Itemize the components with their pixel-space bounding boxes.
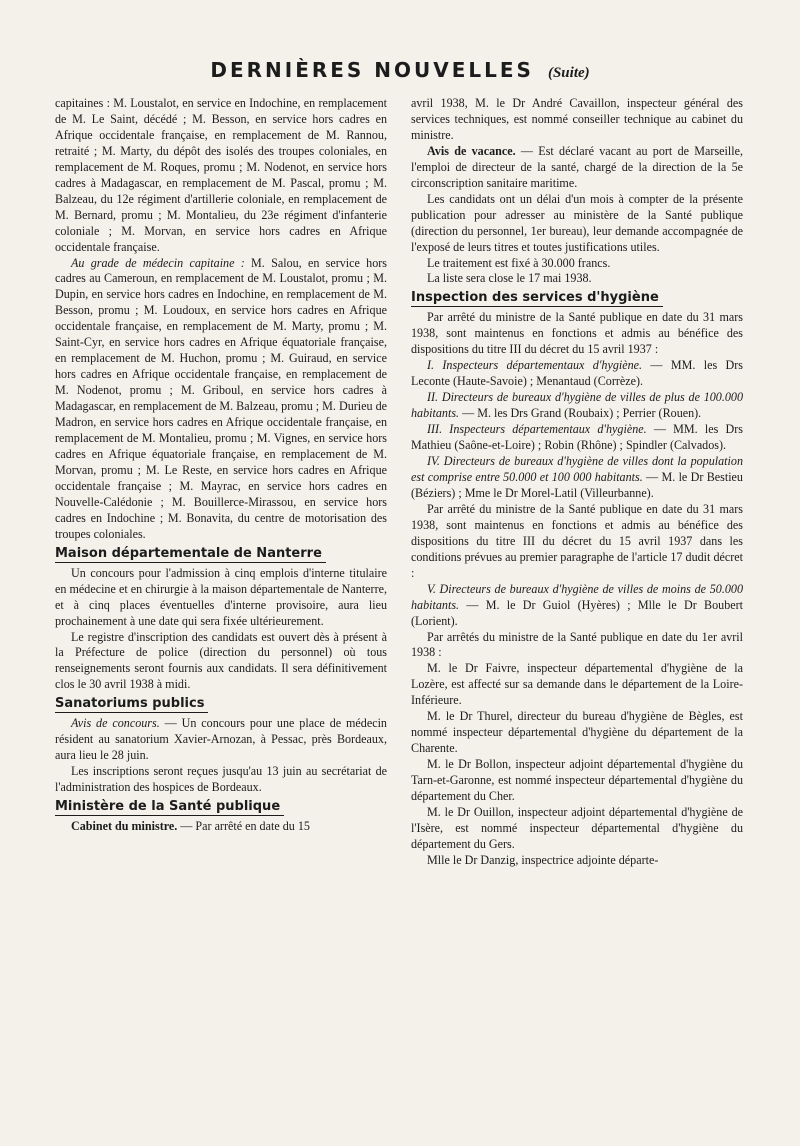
right-paragraph-2-label: Avis de vacance. bbox=[427, 143, 516, 158]
left-paragraph-4: Le registre d'inscription des candidats est ouvert dès à présent à la Préfecture de police (direction du personnel) où tous renseignements seront fournis aux candidats. Il sera définitivement clos le 30 avril 1938 à midi. bbox=[55, 629, 387, 692]
right-paragraph-12-text: — M. le Dr Guiol (Hyères) ; Mlle le Dr Boubert (Lorient). bbox=[411, 597, 743, 628]
right-paragraph-9 bbox=[411, 422, 743, 454]
left-column bbox=[55, 96, 387, 835]
section-heading-nanterre: Maison départementale de Nanterre bbox=[55, 545, 326, 563]
page-title-suite: (Suite) bbox=[547, 65, 590, 81]
right-paragraph-9-text: — MM. les Drs Mathieu (Saône-et-Loire) ; Robin (Rhône) ; Spindler (Calvados). bbox=[411, 422, 743, 453]
left-paragraph-2-label: Au grade de médecin capitaine : bbox=[71, 255, 245, 270]
right-paragraph-7-label: I. Inspecteurs départementaux d'hygiène. bbox=[427, 358, 643, 373]
left-paragraph-1: capitaines : M. Loustalot, en service en Indochine, en remplacement de M. Le Saint, décédé ; M. Besson, en service hors cadres en Afrique occidentale française, en remplacement de M. Rannou, retraité ; M. Marty, du dépôt des isolés des troupes coloniales, en remplacement de M. Roques, promu ; M. Nodenot, en service hors cadres à Madagascar, en remplacement de M. Pascal, promu ; M. Balzeau, du 12e régiment d'artillerie coloniale, en remplacement de M. Bernard, promu ; M. Montalieu, du 23e régiment d'infanterie coloniale ; M. Morvan, en service hors cadres en Afrique occidentale française. bbox=[55, 96, 387, 254]
left-paragraph-3: Un concours pour l'admission à cinq emplois d'interne titulaire en médecine et en chirurgie à la maison départementale de Nanterre, et à cinq places éventuelles d'interne provisoire, aura lieu prochainement à une date qui sera fixée ultérieurement. bbox=[55, 565, 387, 628]
right-paragraph-8-label: II. Directeurs de bureaux d'hygiène de villes de plus de 100.000 habitants. bbox=[411, 390, 743, 421]
right-paragraph-9-label: III. Inspecteurs départementaux d'hygiène. bbox=[427, 422, 647, 437]
right-paragraph-11: Par arrêté du ministre de la Santé publique en date du 31 mars 1938, sont maintenus en fonctions et admis au bénéfice des dispositions du titre III du décret du 15 avril 1937 dans les conditions prévues au premier paragraphe de l'article 17 dudit décret : bbox=[411, 501, 743, 580]
right-paragraph-15: M. le Dr Thurel, directeur du bureau d'hygiène de Bègles, est nommé inspecteur départemental d'hygiène du département de la Charente. bbox=[411, 709, 743, 756]
right-paragraph-17: M. le Dr Ouillon, inspecteur adjoint départemental d'hygiène de l'Isère, est nommé inspecteur départemental d'hygiène du département du Gers. bbox=[411, 804, 743, 851]
section-heading-inspection: Inspection des services d'hygiène bbox=[411, 289, 663, 307]
right-paragraph-4: Le traitement est fixé à 30.000 francs. bbox=[427, 255, 611, 270]
left-paragraph-7-label: Cabinet du ministre. bbox=[71, 819, 178, 834]
left-paragraph-5-text: — Un concours pour une place de médecin résident au sanatorium Xavier-Arnozan, à Pessac, près Bordeaux, aura lieu le 28 juin. bbox=[55, 716, 387, 763]
right-paragraph-10 bbox=[411, 454, 743, 502]
right-paragraph-2-text: — Est déclaré vacant au port de Marseille, l'emploi de directeur de la santé, chargé de la direction de la 5e circonscription sanitaire maritime. bbox=[411, 143, 743, 190]
right-paragraph-16: M. le Dr Bollon, inspecteur adjoint départemental d'hygiène du Tarn-et-Garonne, est nommé inspecteur départemental d'hygiène du département du Cher. bbox=[411, 757, 743, 804]
section-heading-sanatoriums: Sanatoriums publics bbox=[55, 695, 208, 713]
right-paragraph-7-text: — MM. les Drs Leconte (Haute-Savoie) ; Menantaud (Corrèze). bbox=[411, 358, 743, 389]
right-paragraph-10-text: — M. le Dr Bestieu (Béziers) ; Mme le Dr Morel-Latil (Villeurbanne). bbox=[411, 469, 743, 500]
section-heading-ministere: Ministère de la Santé publique bbox=[55, 798, 284, 816]
right-paragraph-1: avril 1938, M. le Dr André Cavaillon, inspecteur général des services techniques, est nommé conseiller technique au cabinet du ministre. bbox=[411, 96, 743, 142]
right-paragraph-12 bbox=[411, 582, 743, 630]
right-paragraph-6: Par arrêté du ministre de la Santé publique en date du 31 mars 1938, sont maintenus en fonctions et admis au bénéfice des dispositions du titre III du décret du 15 avril 1937 : bbox=[411, 310, 743, 357]
right-paragraph-18: Mlle le Dr Danzig, inspectrice adjointe départe- bbox=[427, 852, 659, 867]
right-paragraph-14: M. le Dr Faivre, inspecteur départemental d'hygiène de la Lozère, est affecté sur sa demande dans le département de la Loire-Inférieure. bbox=[411, 661, 743, 708]
right-paragraph-3: Les candidats ont un délai d'un mois à compter de la présente publication pour adresser au ministère de la Santé publique (direction du personnel, 1er bureau), leur demande accompagnée de l'exposé de leurs titres et toutes justifications utiles. bbox=[411, 191, 743, 254]
right-paragraph-13: Par arrêtés du ministre de la Santé publique en date du 1er avril 1938 : bbox=[411, 629, 743, 660]
left-paragraph-7-text: — Par arrêté en date du 15 bbox=[177, 819, 310, 834]
right-paragraph-8-text: — M. les Drs Grand (Roubaix) ; Perrier (Rouen). bbox=[459, 406, 702, 421]
right-paragraph-8 bbox=[411, 390, 743, 422]
right-paragraph-2 bbox=[411, 144, 743, 192]
left-paragraph-6: Les inscriptions seront reçues jusqu'au 13 juin au secrétariat de l'administration des hospices de Bordeaux. bbox=[55, 764, 387, 795]
page-header bbox=[0, 58, 800, 82]
right-paragraph-10-label: IV. Directeurs de bureaux d'hygiène de villes dont la population est comprise entre 50.000 et 100 000 habitants. bbox=[411, 454, 743, 484]
right-paragraph-7 bbox=[411, 358, 743, 390]
left-paragraph-5 bbox=[55, 716, 387, 764]
left-paragraph-5-label: Avis de concours. bbox=[71, 716, 160, 731]
left-paragraph-7 bbox=[55, 819, 387, 835]
right-paragraph-12-label: V. Directeurs de bureaux d'hygiène de villes de moins de 50.000 habitants. bbox=[411, 581, 743, 612]
right-column bbox=[411, 96, 743, 869]
page-title: DERNIÈRES NOUVELLES bbox=[210, 58, 534, 82]
left-paragraph-2-text: M. Salou, en service hors cadres au Cameroun, en remplacement de M. Loustalot, promu ; M. Dupin, en service hors cadres en Indochine, en remplacement de M. Besson, promu ; M. Loudoux, en service hors cadres en Afrique occidentale française, en remplacement de M. Marty, promu ; M. Saint-Cyr, en service hors cadres en Afrique équatoriale française, en remplacement de M. Huchon, promu ; M. Guiraud, en service hors cadres en Afrique occidentale française, en remplacement de M. Nodenot, promu ; M. Griboul, en service hors cadres à Madagascar, en remplacement de M. Balzeau, promu ; M. Durieu de Madron, en service hors cadres en Afrique occidentale française, en remplacement de M. Montalieu, promu ; M. Vignes, en service hors cadres en Afrique équatoriale française, en remplacement de M. Morvan, promu ; M. Le Reste, en service hors cadres en Afrique occidentale française ; M. Mayrac, en service hors cadres en Nouvelle-Calédonie ; M. Bouillerce-Mirassou, en service hors cadres en Indochine ; M. Bonavita, du centre de motorisation des troupes coloniales. bbox=[55, 255, 387, 541]
left-paragraph-2 bbox=[55, 256, 387, 543]
right-paragraph-5: La liste sera close le 17 mai 1938. bbox=[427, 271, 592, 286]
